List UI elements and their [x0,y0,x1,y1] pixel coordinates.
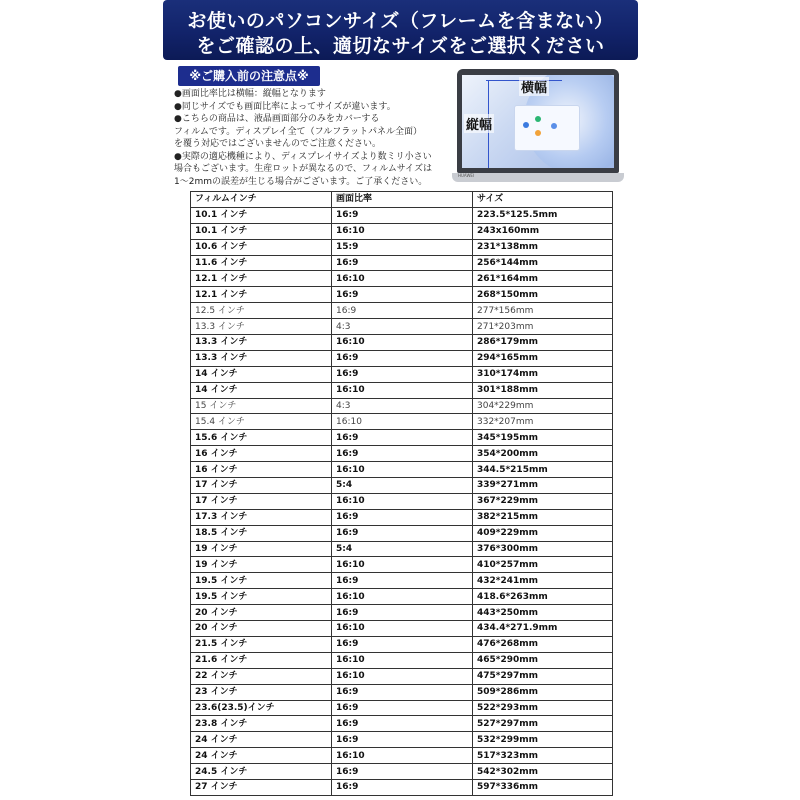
header-size: サイズ [473,192,613,208]
cell-ratio: 16:9 [332,366,473,382]
app-dot-icon [523,122,529,128]
table-row [191,446,613,462]
banner-title-line-2: をご確認の上、適切なサイズをご選択ください [196,35,605,57]
table-row [191,509,613,525]
cell-size: 376*300mm [473,541,613,557]
cell-inch: 17 インチ [191,478,332,494]
note-line: ●同じサイズでも画面比率によってサイズが違います。 [174,101,396,112]
cell-size: 434.4*271.9mm [473,621,613,637]
note-line: フィルムです。ディスプレイ全て（フルフラットパネル全面） [174,126,422,137]
table-row [191,541,613,557]
cell-inch: 15.4 インチ [191,414,332,430]
cell-inch: 24.5 インチ [191,764,332,780]
table-row [191,271,613,287]
cell-size: 294*165mm [473,350,613,366]
cell-size: 231*138mm [473,239,613,255]
cell-inch: 10.1 インチ [191,207,332,223]
cell-inch: 15.6 インチ [191,430,332,446]
table-row [191,303,613,319]
cell-ratio: 16:10 [332,462,473,478]
cell-ratio: 16:10 [332,748,473,764]
app-dot-icon [535,130,541,136]
table-row [191,748,613,764]
cell-size: 304*229mm [473,398,613,414]
cell-ratio: 16:10 [332,414,473,430]
cell-ratio: 16:9 [332,636,473,652]
cell-size: 443*250mm [473,605,613,621]
cell-inch: 27 インチ [191,779,332,795]
cell-size: 332*207mm [473,414,613,430]
cell-inch: 19 インチ [191,541,332,557]
cell-size: 310*174mm [473,366,613,382]
table-row [191,636,613,652]
cell-ratio: 16:9 [332,732,473,748]
cell-ratio: 16:10 [332,668,473,684]
table-row [191,223,613,239]
cell-inch: 13.3 インチ [191,350,332,366]
screen-window [514,105,580,151]
cell-size: 268*150mm [473,287,613,303]
cell-size: 432*241mm [473,573,613,589]
cell-inch: 19.5 インチ [191,589,332,605]
cell-inch: 13.3 インチ [191,335,332,351]
cell-size: 382*215mm [473,509,613,525]
cell-ratio: 16:10 [332,589,473,605]
cell-ratio: 16:9 [332,684,473,700]
cell-inch: 21.6 インチ [191,652,332,668]
notice-badge: ※ご購入前の注意点※ [178,66,320,86]
cell-ratio: 16:10 [332,557,473,573]
table-row [191,414,613,430]
table-row [191,478,613,494]
cell-inch: 12.5 インチ [191,303,332,319]
cell-size: 223.5*125.5mm [473,207,613,223]
table-row [191,335,613,351]
cell-ratio: 16:10 [332,652,473,668]
table-row [191,621,613,637]
cell-inch: 12.1 インチ [191,271,332,287]
cell-ratio: 16:9 [332,716,473,732]
banner-title-line-1: お使いのパソコンサイズ（フレームを含まない） [187,10,614,32]
cell-size: 597*336mm [473,779,613,795]
app-dot-icon [551,123,557,129]
header-inch: フィルムインチ [191,192,332,208]
table-row [191,366,613,382]
cell-inch: 15 インチ [191,398,332,414]
table-row [191,207,613,223]
table-row [191,239,613,255]
table-row [191,605,613,621]
cell-size: 256*144mm [473,255,613,271]
cell-ratio: 16:9 [332,764,473,780]
cell-ratio: 16:9 [332,287,473,303]
cell-size: 271*203mm [473,319,613,335]
cell-size: 532*299mm [473,732,613,748]
table-row [191,557,613,573]
table-body [191,207,613,795]
cell-size: 410*257mm [473,557,613,573]
cell-ratio: 16:10 [332,223,473,239]
note-line: ●実際の適応機種により、ディスプレイサイズより数ミリ小さい [174,151,432,162]
table-row [191,573,613,589]
cell-ratio: 5:4 [332,541,473,557]
cell-size: 354*200mm [473,446,613,462]
note-line: を覆う対応ではございませんのでご注意ください。 [174,139,382,149]
cell-ratio: 16:9 [332,525,473,541]
cell-ratio: 15:9 [332,239,473,255]
cell-inch: 16 インチ [191,462,332,478]
table-row [191,430,613,446]
cell-ratio: 16:9 [332,446,473,462]
table-row [191,398,613,414]
cell-ratio: 16:10 [332,271,473,287]
cell-inch: 13.3 インチ [191,319,332,335]
cell-ratio: 4:3 [332,398,473,414]
cell-size: 345*195mm [473,430,613,446]
table-row [191,382,613,398]
cell-inch: 23.6(23.5)インチ [191,700,332,716]
cell-size: 286*179mm [473,335,613,351]
notes-list [174,88,464,188]
cell-inch: 23 インチ [191,684,332,700]
cell-inch: 24 インチ [191,732,332,748]
table-header-row [191,192,613,208]
cell-inch: 21.5 インチ [191,636,332,652]
note-line: ●画面比率比は横幅：縦幅となります [174,89,326,99]
cell-inch: 14 インチ [191,366,332,382]
cell-ratio: 5:4 [332,478,473,494]
cell-ratio: 16:10 [332,493,473,509]
cell-inch: 10.1 インチ [191,223,332,239]
cell-inch: 17 インチ [191,493,332,509]
cell-size: 367*229mm [473,493,613,509]
laptop-brand: HUAWEI [458,173,475,178]
app-dot-icon [535,116,541,122]
cell-size: 301*188mm [473,382,613,398]
cell-ratio: 16:9 [332,573,473,589]
cell-inch: 20 インチ [191,605,332,621]
table-row [191,716,613,732]
table-row [191,493,613,509]
cell-inch: 20 インチ [191,621,332,637]
table-row [191,764,613,780]
table-row [191,462,613,478]
cell-ratio: 16:10 [332,335,473,351]
cell-ratio: 16:9 [332,430,473,446]
cell-size: 339*271mm [473,478,613,494]
cell-inch: 19.5 インチ [191,573,332,589]
table-row [191,668,613,684]
table-row [191,287,613,303]
cell-inch: 12.1 インチ [191,287,332,303]
size-table [190,191,613,796]
table-row [191,700,613,716]
cell-size: 261*164mm [473,271,613,287]
cell-size: 465*290mm [473,652,613,668]
cell-ratio: 16:9 [332,303,473,319]
table-row [191,684,613,700]
cell-size: 476*268mm [473,636,613,652]
cell-ratio: 16:9 [332,605,473,621]
cell-size: 527*297mm [473,716,613,732]
cell-size: 509*286mm [473,684,613,700]
width-label: 横幅 [519,77,549,96]
cell-size: 542*302mm [473,764,613,780]
table-row [191,319,613,335]
cell-ratio: 16:9 [332,509,473,525]
cell-ratio: 16:9 [332,779,473,795]
table-row [191,255,613,271]
header-ratio: 画面比率 [332,192,473,208]
cell-inch: 24 インチ [191,748,332,764]
cell-ratio: 16:10 [332,382,473,398]
cell-inch: 23.8 インチ [191,716,332,732]
table-row [191,350,613,366]
cell-size: 418.6*263mm [473,589,613,605]
cell-inch: 19 インチ [191,557,332,573]
cell-ratio: 4:3 [332,319,473,335]
height-label: 縦幅 [464,114,494,133]
note-line: 場合もございます。生産ロットが異なるので、フィルムサイズは [174,164,432,174]
note-line: ●こちらの商品は、液晶画面部分のみをカバーする [174,114,380,124]
cell-size: 522*293mm [473,700,613,716]
cell-ratio: 16:10 [332,621,473,637]
cell-inch: 16 インチ [191,446,332,462]
cell-size: 243x160mm [473,223,613,239]
cell-inch: 11.6 インチ [191,255,332,271]
cell-inch: 10.6 インチ [191,239,332,255]
note-line: 1～2mmの誤差が生じる場合がございます。ご了承ください。 [174,176,428,187]
table-row [191,732,613,748]
cell-size: 409*229mm [473,525,613,541]
cell-inch: 22 インチ [191,668,332,684]
cell-inch: 14 インチ [191,382,332,398]
cell-size: 344.5*215mm [473,462,613,478]
cell-size: 277*156mm [473,303,613,319]
table-row [191,652,613,668]
table-row [191,589,613,605]
cell-ratio: 16:9 [332,207,473,223]
cell-ratio: 16:9 [332,255,473,271]
cell-inch: 18.5 インチ [191,525,332,541]
cell-size: 517*323mm [473,748,613,764]
table-row [191,779,613,795]
cell-ratio: 16:9 [332,700,473,716]
table-row [191,525,613,541]
cell-ratio: 16:9 [332,350,473,366]
laptop-base [452,173,624,182]
cell-inch: 17.3 インチ [191,509,332,525]
title-banner [163,0,638,60]
cell-size: 475*297mm [473,668,613,684]
